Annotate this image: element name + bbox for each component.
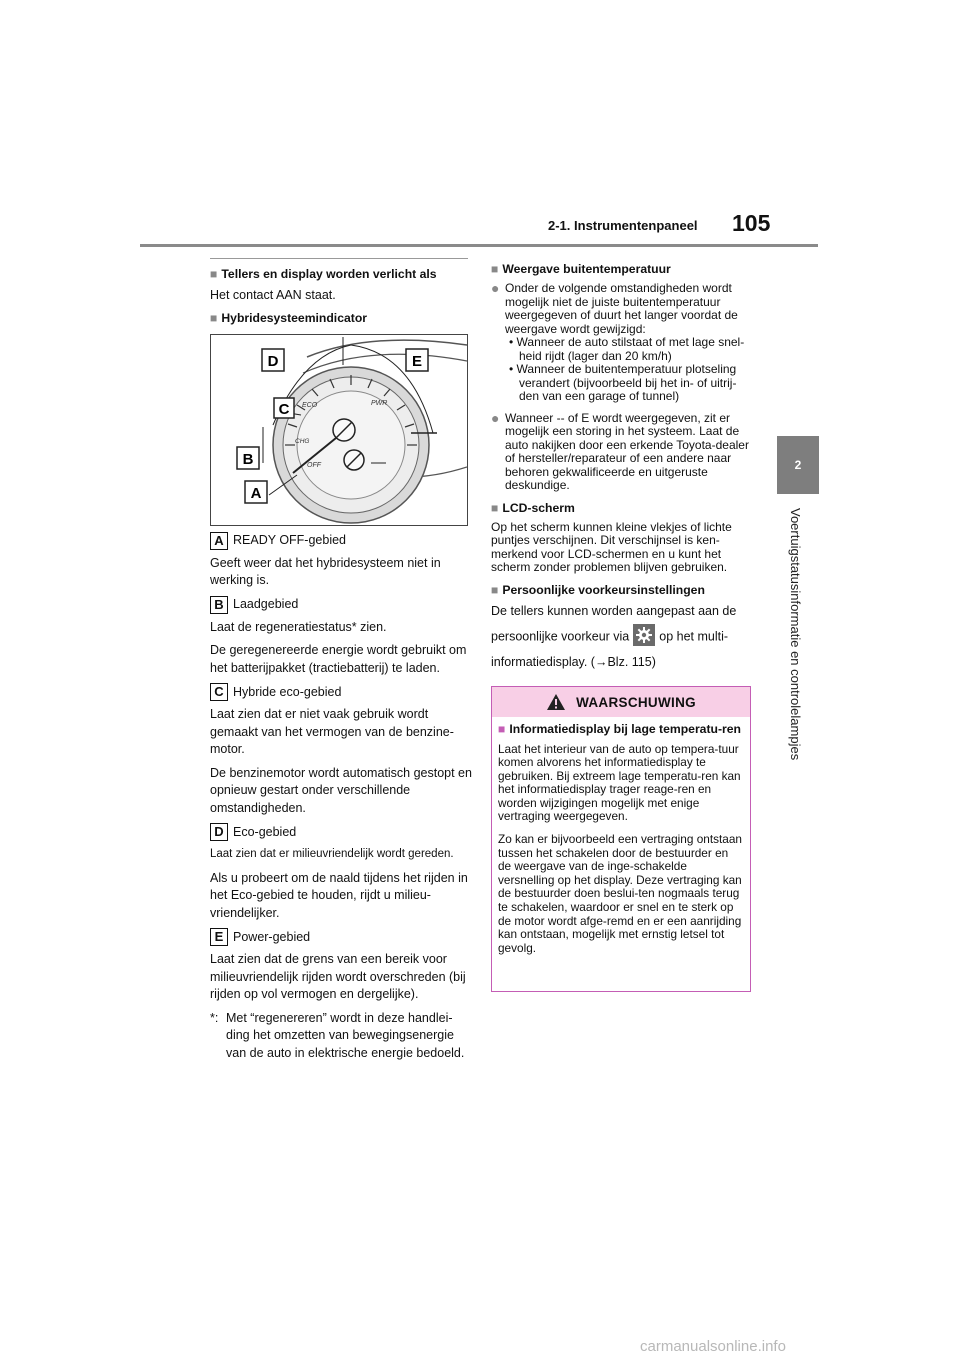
section-title: 2-1. Instrumentenpaneel — [548, 218, 698, 233]
warning-header — [492, 687, 750, 717]
page-number: 105 — [732, 210, 771, 236]
item-c-text-2: De benzinemotor wordt automatisch gestopt en opnieuw gestart onder verschillende omstandigheden. — [210, 765, 472, 815]
item-b-title: Laadgebied — [233, 597, 299, 611]
right-column — [491, 258, 753, 678]
letter-e: E — [210, 928, 228, 946]
chapter-tab: 2 — [777, 436, 819, 494]
letter-c: C — [210, 683, 228, 701]
warning-triangle-icon — [546, 693, 566, 711]
gauge-label-chg: CHG — [295, 437, 310, 445]
item-d-text-1: Laat zien dat er milieuvriendelijk wordt gereden. — [210, 848, 454, 860]
hybrid-indicator-figure — [210, 334, 468, 526]
callout-c: C — [278, 400, 290, 418]
item-c-head — [210, 683, 472, 701]
item-b-text-2: De geregenereerde energie wordt gebruikt om het batterijpakket (tractiebatterij) te laden. — [210, 643, 467, 675]
item-c-title: Hybride eco-gebied — [233, 684, 342, 699]
hybrid-gauge-illustration — [211, 335, 467, 525]
heading-lcd: ■ LCD-scherm — [491, 500, 575, 515]
text-lit: Het contact AAN staat. — [210, 288, 336, 302]
item-b-head — [210, 596, 472, 614]
callout-d: D — [267, 352, 279, 370]
heading-temp: ■ Weergave buitentemperatuur — [491, 262, 671, 276]
item-b-text-1: Laat de regeneratiestatus* zien. — [210, 619, 387, 634]
item-d-head — [210, 823, 472, 841]
footnote-mark: *: — [210, 1010, 219, 1025]
temp-point-1: ● Onder de volgende omstandigheden wordt mogelijk niet de juiste buitentemperatuur weergegeven of duurt het langer voordat de weergave wordt gewijzigd: • Wanneer de auto stilstaat of met lage snel-heid rijdt (lager dan 20 km/h) • Wanneer de buitentemperatuur plotseling verandert (bijvoorbeeld bij het in- of uitrij-den van een garage of tunnel) — [491, 282, 753, 404]
gauge-label-off: OFF — [307, 461, 321, 469]
bullet-dot-icon: ● — [491, 280, 500, 296]
letter-b: B — [210, 596, 228, 614]
lcd-text: Op het scherm kunnen kleine vlekjes of lichte puntjes verschijnen. Dit verschijnsel is ken-merkend voor LCD-schermen en u kunt het scherm zonder problemen blijven gebruiken. — [491, 519, 732, 574]
callout-b: B — [242, 450, 254, 468]
header-rule — [140, 244, 818, 247]
callout-a: A — [250, 484, 262, 502]
item-e-text: Laat zien dat de grens van een bereik voor milieuvriendelijk rijden wordt overschreden (bij rijden op vol vermogen en dergelijke). — [210, 952, 466, 1001]
gauge-label-pwr: PWR — [371, 399, 388, 407]
letter-a: A — [210, 532, 228, 550]
temp-bullet-2: • Wanneer de buitentemperatuur plotseling verandert (bijvoorbeeld bij het in- of uitrij-den van een garage of tunnel) — [509, 362, 737, 403]
footnote — [210, 1010, 472, 1063]
item-a-head — [210, 532, 472, 550]
item-a-title: READY OFF-gebied — [233, 533, 347, 547]
pref-text-3: informatiedisplay. (→Blz. 115) — [491, 655, 656, 669]
letter-d: D — [210, 823, 228, 841]
pref-text-1: De tellers kunnen worden aangepast aan de — [491, 603, 737, 618]
item-e-head — [210, 928, 472, 946]
pref-text-2: persoonlijke voorkeur via op het multi- — [491, 626, 753, 648]
heading-lit: ■ Tellers en display worden verlicht als — [210, 267, 437, 281]
footnote-text: Met “regenereren” wordt in deze handlei-ding het omzetten van bewegingsenergie van de auto in elektrische energie bedoeld. — [226, 1010, 465, 1060]
warning-subheading: ■ Informatiedisplay bij lage temperatu-ren — [498, 722, 741, 736]
column-rule — [210, 258, 468, 259]
chapter-title: Voertuigstatusinformatie en controlelampjes — [788, 508, 803, 761]
callout-e: E — [411, 352, 423, 370]
warning-box — [491, 686, 751, 992]
watermark: carmanualsonline.info — [640, 1338, 786, 1355]
bullet-dot-icon: ● — [491, 409, 500, 426]
item-d-text-2: Als u probeert om de naald tijdens het rijden in het Eco-gebied te houden, rijdt u milieu-vriendelijker. — [210, 870, 468, 920]
temp-bullet-1: • Wanneer de auto stilstaat of met lage snel-heid rijdt (lager dan 20 km/h) — [509, 335, 745, 363]
heading-hybrid: ■ Hybridesysteemindicator — [210, 310, 368, 325]
heading-pref: ■ Persoonlijke voorkeursinstellingen — [491, 582, 705, 597]
warning-title: WAARSCHUWING — [576, 694, 696, 710]
item-a-text: Geeft weer dat het hybridesysteem niet in werking is. — [210, 555, 441, 587]
item-c-text-1: Laat zien dat er niet vaak gebruik wordt gemaakt van het vermogen van de benzine-motor. — [210, 707, 454, 756]
item-d-title: Eco-gebied — [233, 824, 297, 839]
temp-point-2: ● Wanneer -- of E wordt weergegeven, zit er mogelijk een storing in het systeem. Laat de auto nakijken door een erkende Toyota-dealer of hersteller/reparateur of een andere naar behoren gekwalificeerde en uitgeruste deskundige. — [491, 409, 749, 492]
left-column — [210, 258, 472, 1062]
warning-paragraph-2: Zo kan er bijvoorbeeld een vertraging ontstaan tussen het schakelen door de bestuurder en de weergave van de inge-schakelde versnelling op het display. Deze vertraging kan de bestuurder doen beslui-ten nogmaals terug te schakelen, waardoor er snel en te sterk op de motor wordt afge-remd en er een aanrijding kan ontstaan, mogelijk met ernstig letsel tot gevolg. — [498, 832, 742, 955]
warning-paragraph-1: Laat het interieur van de auto op tempera-tuur komen alvorens het informatiedisplay te gebruiken. Bij extreem lage temperatu-ren kan het informatiedisplay trager reage-ren en worden wijzigingen mogelijk met enige vertraging weergegeven. — [498, 741, 741, 824]
gauge-label-eco: ECO — [302, 401, 318, 409]
gear-icon — [633, 624, 655, 646]
item-e-title: Power-gebied — [233, 929, 311, 944]
